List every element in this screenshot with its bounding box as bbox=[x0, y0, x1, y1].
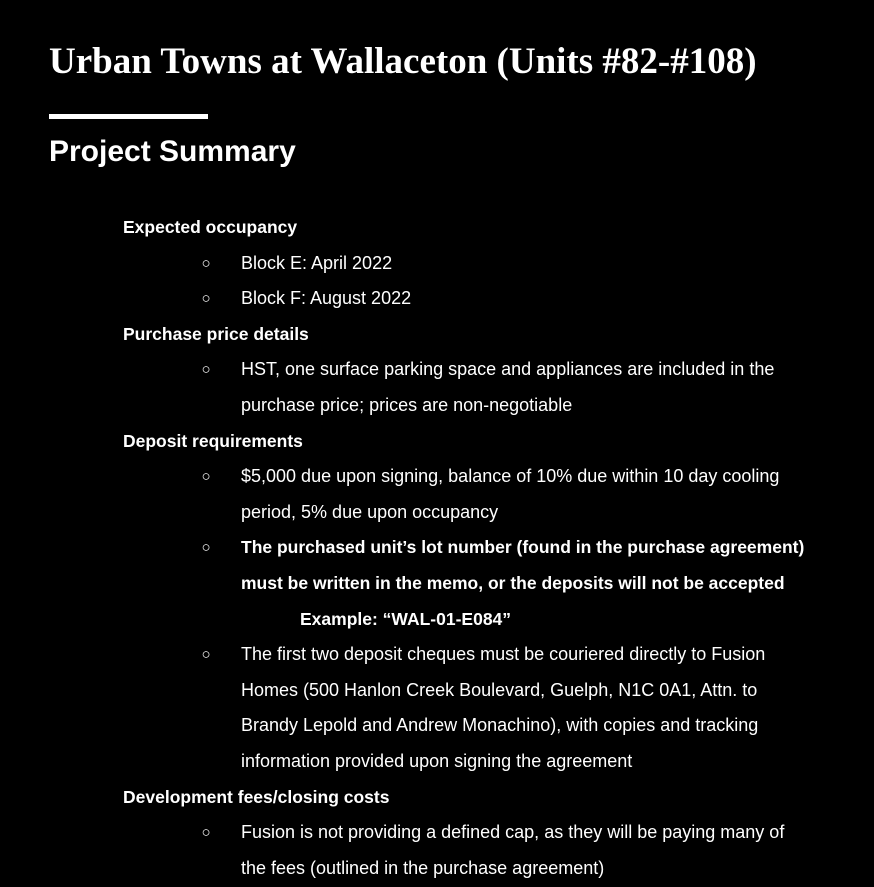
occupancy-block-f: Block F: August 2022 bbox=[241, 288, 412, 309]
fees-line-2: the fees (outlined in the purchase agreement) bbox=[241, 857, 605, 878]
bullet-icon: ○ bbox=[201, 646, 211, 664]
list-item bbox=[0, 352, 874, 388]
deposit-3-line-2: Homes (500 Hanlon Creek Boulevard, Guelph, N1C 0A1, Attn. to bbox=[241, 679, 758, 700]
list-item-continuation bbox=[0, 851, 874, 887]
bullet-icon: ○ bbox=[201, 539, 211, 557]
list-item-continuation bbox=[0, 602, 874, 638]
document-title: Urban Towns at Wallaceton (Units #82-#108) bbox=[49, 41, 757, 82]
list-item bbox=[0, 637, 874, 673]
summary-content bbox=[0, 210, 874, 886]
bullet-icon: ○ bbox=[201, 361, 211, 379]
list-item-continuation bbox=[0, 673, 874, 709]
heading-purchase-price: Purchase price details bbox=[123, 323, 309, 344]
heading-expected-occupancy: Expected occupancy bbox=[123, 217, 298, 237]
list-item-continuation bbox=[0, 495, 874, 531]
heading-deposit-requirements: Deposit requirements bbox=[123, 430, 303, 451]
occupancy-block-e: Block E: April 2022 bbox=[241, 252, 393, 273]
deposit-3-line-4: information provided upon signing the agreement bbox=[241, 750, 633, 771]
deposit-2-line-1: The purchased unit’s lot number (found in the purchase agreement) bbox=[241, 537, 805, 558]
list-item-continuation bbox=[0, 566, 874, 602]
title-underline bbox=[49, 114, 208, 119]
bullet-icon: ○ bbox=[201, 290, 211, 308]
list-item-continuation bbox=[0, 744, 874, 780]
list-item-continuation bbox=[0, 388, 874, 424]
deposit-1-line-2: period, 5% due upon occupancy bbox=[241, 501, 499, 522]
fees-line-1: Fusion is not providing a defined cap, as they will be paying many of bbox=[241, 822, 785, 843]
list-item bbox=[0, 815, 874, 851]
list-item bbox=[0, 246, 874, 282]
bullet-icon: ○ bbox=[201, 254, 211, 272]
deposit-2-line-2: must be written in the memo, or the deposits will not be accepted bbox=[241, 572, 785, 593]
price-line-1: HST, one surface parking space and appliances are included in the bbox=[241, 359, 775, 380]
deposit-3-line-1: The first two deposit cheques must be couriered directly to Fusion bbox=[241, 644, 766, 665]
heading-development-fees: Development fees/closing costs bbox=[123, 786, 390, 807]
list-item bbox=[0, 459, 874, 495]
deposit-3-line-3: Brandy Lepold and Andrew Monachino), with copies and tracking bbox=[241, 715, 759, 736]
section-title: Project Summary bbox=[49, 135, 296, 168]
list-item bbox=[0, 281, 874, 317]
bullet-icon: ○ bbox=[201, 468, 211, 486]
bullet-icon: ○ bbox=[201, 824, 211, 842]
list-item bbox=[0, 530, 874, 566]
deposit-example: Example: “WAL-01-E084” bbox=[300, 608, 512, 629]
deposit-1-line-1: $5,000 due upon signing, balance of 10% due within 10 day cooling bbox=[241, 466, 780, 487]
list-item-continuation bbox=[0, 708, 874, 744]
price-line-2: purchase price; prices are non-negotiable bbox=[241, 394, 573, 415]
